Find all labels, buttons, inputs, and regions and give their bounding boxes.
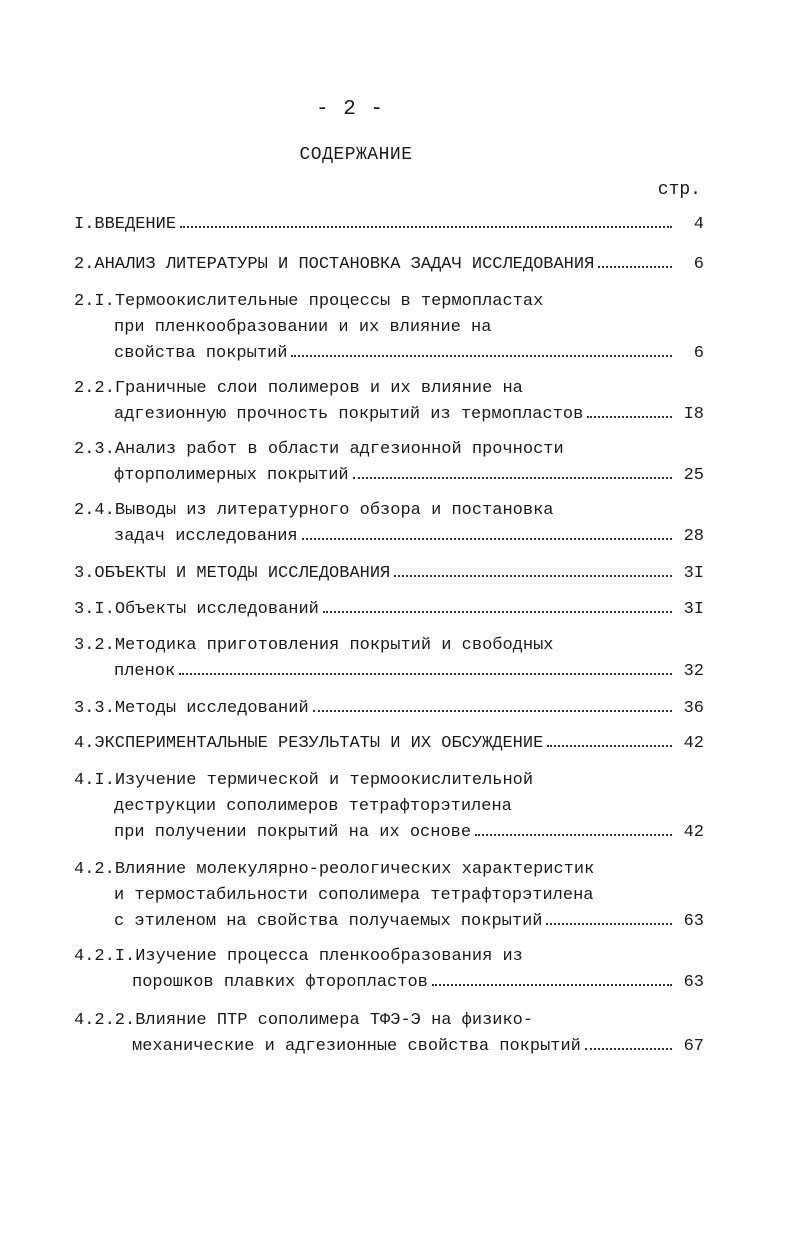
toc-entry-number: 2. <box>74 255 95 274</box>
dot-leader <box>547 745 672 747</box>
toc-entry-page: 42 <box>683 734 704 753</box>
toc-entry-title: с этиленом на свойства получаемых покрытий <box>114 912 543 931</box>
toc-entry <box>74 289 704 367</box>
toc-entry-line <box>74 463 704 489</box>
dot-leader <box>587 416 672 418</box>
toc-entry-line <box>74 883 704 909</box>
toc-entry-line <box>74 561 704 587</box>
page-number: - 2 - <box>315 98 384 121</box>
toc-entry-line <box>74 289 704 315</box>
toc-entry <box>74 437 704 489</box>
dot-leader <box>180 226 672 228</box>
toc-entry-title: ВВЕДЕНИЕ <box>94 215 177 234</box>
toc-entry <box>74 597 704 623</box>
toc-entry <box>74 498 704 550</box>
toc-entry-title: Изучение процесса пленкообразования из <box>135 947 523 966</box>
toc-entry-line <box>74 768 704 794</box>
toc-entry-page: 3I <box>683 564 704 583</box>
toc-entry-line <box>74 909 704 935</box>
toc-entry-title: Анализ работ в области адгезионной прочности <box>114 440 564 459</box>
toc-entry-page: 42 <box>683 823 704 842</box>
toc-entry-line <box>74 524 704 550</box>
toc-entry-number: 2.2. <box>74 379 115 398</box>
dot-leader <box>585 1048 672 1050</box>
toc-entry-line <box>74 731 704 757</box>
toc-entry-number: 4. <box>74 734 95 753</box>
toc-entry-title: при пленкообразовании и их влияние на <box>114 318 492 337</box>
toc-entry-title: механические и адгезионные свойства покрытий <box>132 1037 581 1056</box>
toc-entry-page: 32 <box>683 662 704 681</box>
toc-entry-title: Методы исследований <box>114 699 309 718</box>
dot-leader <box>323 611 672 613</box>
toc-entry-title: Выводы из литературного обзора и постановка <box>114 501 554 520</box>
toc-entry-number: 3.3. <box>74 699 115 718</box>
toc-entry-number: 4.2.I. <box>74 947 136 966</box>
toc-entry <box>74 376 704 428</box>
toc-entry-line <box>74 498 704 524</box>
toc-entry-title: и термостабильности сополимера тетрафторэтилена <box>114 886 594 905</box>
toc-entry-number: 4.2.2. <box>74 1011 136 1030</box>
toc-entry-line <box>74 402 704 428</box>
toc-entry-page: 36 <box>683 699 704 718</box>
dot-leader <box>598 266 672 268</box>
toc-entry-title: ОБЪЕКТЫ И МЕТОДЫ ИССЛЕДОВАНИЯ <box>94 564 391 583</box>
toc-entry-number: 3.I. <box>74 600 115 619</box>
toc-entry-number: 2.I. <box>74 292 115 311</box>
toc-entry-page: 6 <box>693 255 704 274</box>
toc-entry-line <box>74 944 704 970</box>
toc-entry-page: 63 <box>683 912 704 931</box>
toc-entry-line <box>74 659 704 685</box>
dot-leader <box>302 538 672 540</box>
toc-entry-title: Изучение термической и термоокислительной <box>114 771 534 790</box>
toc-entry-line <box>74 315 704 341</box>
dot-leader <box>179 673 672 675</box>
toc-entry-title: задач исследования <box>114 527 298 546</box>
toc-entry-line <box>74 376 704 402</box>
toc-entry-page: 67 <box>683 1037 704 1056</box>
toc-entry <box>74 633 704 685</box>
toc-entry-line <box>74 437 704 463</box>
toc-entry <box>74 857 704 935</box>
dot-leader <box>394 575 672 577</box>
toc-entry-line <box>74 252 704 278</box>
toc-entry-title: АНАЛИЗ ЛИТЕРАТУРЫ И ПОСТАНОВКА ЗАДАЧ ИССЛЕДОВАНИЯ <box>94 255 595 274</box>
toc-entry-title: ЭКСПЕРИМЕНТАЛЬНЫЕ РЕЗУЛЬТАТЫ И ИХ ОБСУЖДЕНИЕ <box>94 734 544 753</box>
toc-entry-page: 3I <box>683 600 704 619</box>
toc-entry-line <box>74 633 704 659</box>
toc-entry-line <box>74 1034 704 1060</box>
toc-entry-line <box>74 696 704 722</box>
toc-entry-number: 2.4. <box>74 501 115 520</box>
toc-entry <box>74 252 704 278</box>
toc-entry-line <box>74 597 704 623</box>
toc-entry <box>74 696 704 722</box>
toc-entry-line <box>74 341 704 367</box>
toc-entry <box>74 731 704 757</box>
toc-entry <box>74 1008 704 1060</box>
toc-entry-number: I. <box>74 215 95 234</box>
toc-entry-page: I8 <box>683 405 704 424</box>
toc-entry-line <box>74 1008 704 1034</box>
dot-leader <box>432 984 672 986</box>
toc-entry-title: адгезионную прочность покрытий из термопластов <box>114 405 584 424</box>
toc-entry-title: Термоокислительные процессы в термопластах <box>114 292 544 311</box>
toc-entry <box>74 768 704 846</box>
dot-leader <box>353 477 672 479</box>
toc-entry-number: 3. <box>74 564 95 583</box>
dot-leader <box>546 923 672 925</box>
dot-leader <box>291 355 672 357</box>
toc-entry-title: при получении покрытий на их основе <box>114 823 472 842</box>
toc-entry-title: Методика приготовления покрытий и свободных <box>114 636 554 655</box>
toc-entry-number: 4.I. <box>74 771 115 790</box>
toc-entry-number: 4.2. <box>74 860 115 879</box>
toc-entry-page: 28 <box>683 527 704 546</box>
page-column-label: стр. <box>657 180 701 200</box>
toc-entry-title: Граничные слои полимеров и их влияние на <box>114 379 523 398</box>
toc-entry <box>74 944 704 996</box>
toc-entry-line <box>74 857 704 883</box>
toc-entry-title: пленок <box>114 662 176 681</box>
toc-entry-page: 63 <box>683 973 704 992</box>
toc-entry-line <box>74 212 704 238</box>
toc-entry-page: 6 <box>693 344 704 363</box>
toc-entry-title: порошков плавких фторопластов <box>132 973 428 992</box>
toc-entry-title: Объекты исследований <box>114 600 319 619</box>
toc-entry-number: 2.3. <box>74 440 115 459</box>
toc-entry-title: Влияние ПТР сополимера ТФЭ-Э на физико- <box>135 1011 534 1030</box>
dot-leader <box>475 834 672 836</box>
toc-entry-line <box>74 970 704 996</box>
toc-entry-title: деструкции сополимеров тетрафторэтилена <box>114 797 512 816</box>
toc-entry <box>74 212 704 238</box>
toc-entry-title: свойства покрытий <box>114 344 288 363</box>
toc-entry-page: 25 <box>683 466 704 485</box>
toc-entry-title: фторполимерных покрытий <box>114 466 349 485</box>
dot-leader <box>313 710 672 712</box>
toc-entry <box>74 561 704 587</box>
toc-entry-title: Влияние молекулярно-реологических характеристик <box>114 860 595 879</box>
toc-entry-page: 4 <box>693 215 704 234</box>
toc-entry-number: 3.2. <box>74 636 115 655</box>
toc-entry-line <box>74 794 704 820</box>
toc-entry-line <box>74 820 704 846</box>
toc-heading: СОДЕРЖАНИЕ <box>299 145 413 165</box>
